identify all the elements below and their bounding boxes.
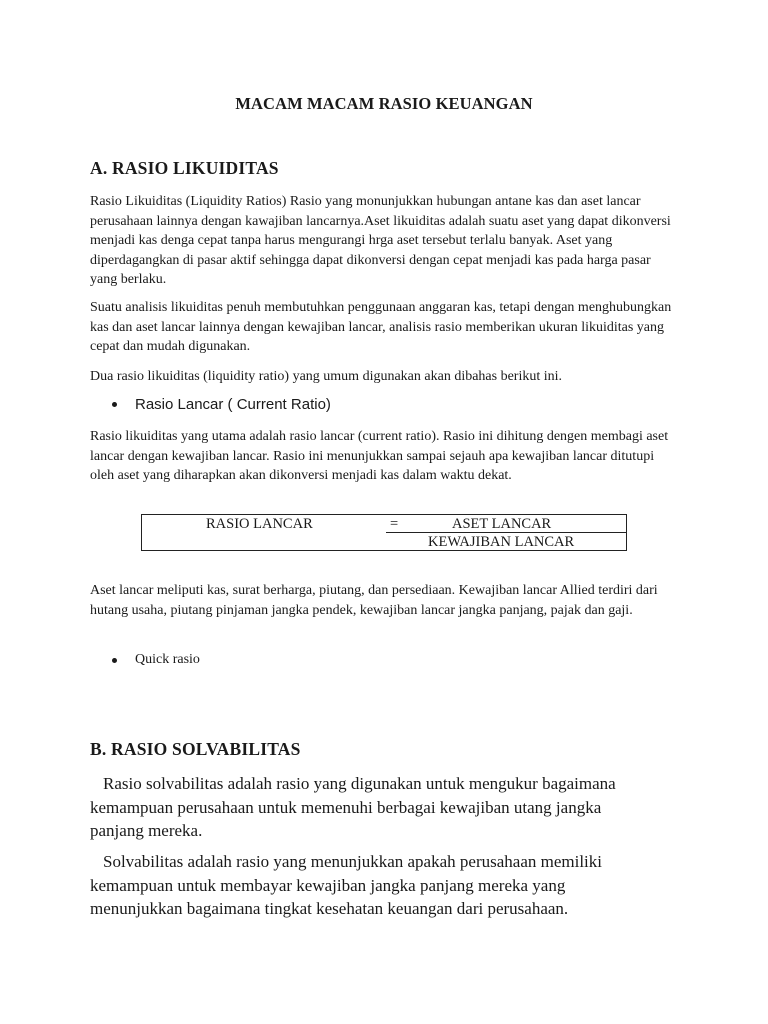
formula-lhs: RASIO LANCAR xyxy=(206,516,313,532)
bullet-current-ratio xyxy=(112,396,331,413)
formula-denominator: KEWAJIBAN LANCAR xyxy=(428,534,575,550)
bullet-label: Rasio Lancar ( Current Ratio) xyxy=(135,396,331,413)
section-a-paragraph-4: Rasio likuiditas yang utama adalah rasio lancar (current ratio). Rasio ini dihitung dengen membagi aset lancar dengan kewajiban lancar. Rasio ini menunjukkan sampai sejauh apa kewajiban lancar ditutupi oleh aset yang diharapkan akan dikonversi menjadi kas dalam waktu dekat. xyxy=(90,429,669,484)
document-title: MACAM MACAM RASIO KEUANGAN xyxy=(235,94,533,113)
formula-fraction-line xyxy=(386,532,626,533)
section-a-paragraph-3: Dua rasio likuiditas (liquidity ratio) yang umum digunakan akan dibahas berikut ini. xyxy=(90,369,563,384)
bullet-dot-icon xyxy=(112,658,117,663)
section-a-paragraph-5: Aset lancar meliputi kas, surat berharga, piutang, dan persediaan. Kewajiban lancar Allied terdiri dari hutang usaha, piutang pinjaman jangka pendek, kewajiban lancar jangka panjang, pajak dan gaji. xyxy=(90,583,658,618)
bullet-dot-icon xyxy=(112,402,117,407)
section-b-paragraph-2: Solvabilitas adalah rasio yang menunjukkan apakah perusahaan memiliki kemampuan untuk membayar kewajiban jangka panjang mereka yang menunjukkan bagaimana tingkat kesehatan keuangan dari perusahaan. xyxy=(90,852,602,918)
formula-equals: = xyxy=(390,516,399,532)
formula-numerator: ASET LANCAR xyxy=(452,516,552,532)
section-a-paragraph-1: Rasio Likuiditas (Liquidity Ratios) Rasio yang monunjukkan hubungan antane kas dan aset lancar perusahaan lainnya dengan kawajiban lancarnya.Aset likuiditas adalah suatu aset yang dapat dikonversi menjadi kas denga cepat tanpa harus mengurangi hrga aset tersebut terlalu banyak. Aset yang diperdagangkan di pasar aktif sehingga dapat dikonversi dengan cepat menjadi kas pada harga pasar yang berlaku. xyxy=(90,194,671,288)
section-a-heading: A. RASIO LIKUIDITAS xyxy=(90,158,279,178)
bullet-quick-ratio xyxy=(112,652,200,668)
current-ratio-formula xyxy=(141,514,627,551)
bullet-label: Quick rasio xyxy=(135,652,200,667)
section-a-paragraph-2: Suatu analisis likuiditas penuh membutuhkan penggunaan anggaran kas, tetapi dengan menghubungkan kas dan aset lancar lainnya dengan kewajiban lancar, analisis rasio memberikan ukuran likuiditas yang cepat dan mudah digunakan. xyxy=(90,300,672,355)
section-b-paragraph-1: Rasio solvabilitas adalah rasio yang digunakan untuk mengukur bagaimana kemampuan perusahaan untuk memenuhi berbagai kewajiban utang jangka panjang mereka. xyxy=(90,774,616,840)
section-b-heading: B. RASIO SOLVABILITAS xyxy=(90,739,301,759)
